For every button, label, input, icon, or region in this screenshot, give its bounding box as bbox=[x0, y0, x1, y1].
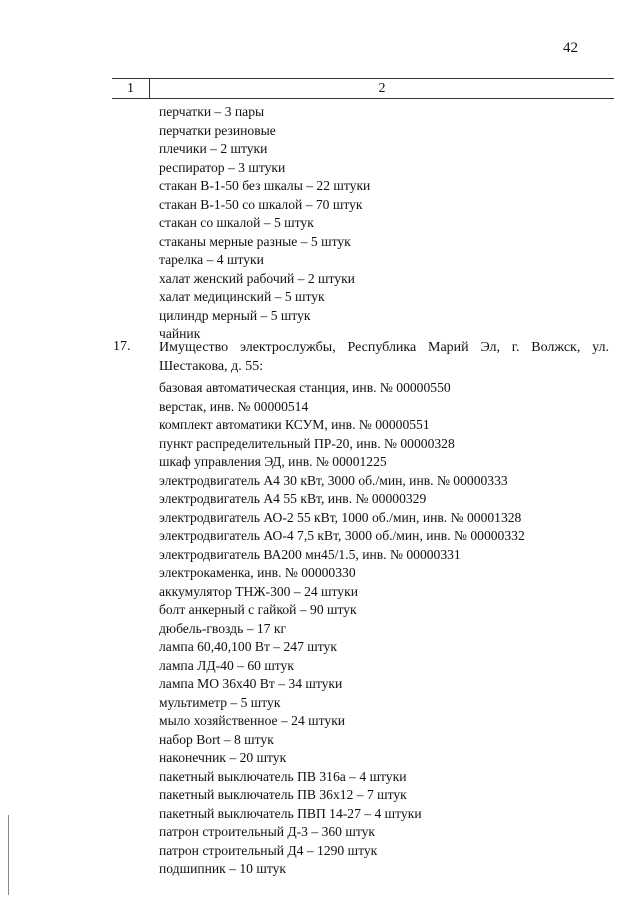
list-item: тарелка – 4 штуки bbox=[159, 252, 264, 267]
list-item: болт анкерный с гайкой – 90 штук bbox=[159, 602, 357, 617]
page-number: 42 bbox=[563, 40, 578, 56]
list-item: перчатки – 3 пары bbox=[159, 104, 265, 119]
list-item: электрокаменка, инв. № 00000330 bbox=[159, 565, 356, 580]
section-number: 17. bbox=[113, 339, 131, 354]
list-item: набор Bort – 8 штук bbox=[159, 731, 274, 747]
list-item: электродвигатель А4 55 кВт, инв. № 00000329 bbox=[159, 491, 427, 506]
list-item: комплект автоматики КСУМ, инв. № 00000551 bbox=[159, 417, 430, 432]
list-item: пункт распределительный ПР-20, инв. № 00000328 bbox=[159, 435, 455, 451]
section-item-list bbox=[159, 379, 609, 879]
list-item: пакетный выключатель ПВ 36х12 – 7 штук bbox=[159, 787, 407, 802]
list-item: плечики – 2 штуки bbox=[159, 141, 268, 156]
list-item: шкаф управления ЭД, инв. № 00001225 bbox=[159, 454, 387, 469]
list-item: электродвигатель АО-4 7,5 кВт, 3000 об./мин, инв. № 00000332 bbox=[159, 528, 525, 543]
list-item: верстак, инв. № 00000514 bbox=[159, 398, 309, 414]
list-item: наконечник – 20 штук bbox=[159, 750, 287, 765]
list-item: базовая автоматическая станция, инв. № 00000550 bbox=[159, 380, 451, 395]
list-item: чайник bbox=[159, 326, 201, 341]
list-item: респиратор – 3 штуки bbox=[159, 159, 286, 175]
list-item: патрон строительный Д-3 – 360 штук bbox=[159, 824, 375, 839]
section-heading: Имущество электрослужбы, Республика Марий Эл, г. Волжск, ул. Шестакова, д. 55: bbox=[159, 340, 609, 374]
table-column-header bbox=[112, 78, 614, 99]
list-item: лампа МО 36х40 Вт – 34 штуки bbox=[159, 676, 343, 691]
list-item: стакан В-1-50 без шкалы – 22 штуки bbox=[159, 178, 371, 193]
list-item: халат медицинский – 5 штук bbox=[159, 289, 325, 304]
list-item: стаканы мерные разные – 5 штук bbox=[159, 233, 351, 249]
list-item: лампа 60,40,100 Вт – 247 штук bbox=[159, 639, 337, 654]
column-header-2: 2 bbox=[378, 81, 386, 96]
list-item: аккумулятор ТНЖ-300 – 24 штуки bbox=[159, 583, 358, 599]
list-item: электродвигатель А4 30 кВт, 3000 об./мин, инв. № 00000333 bbox=[159, 472, 508, 488]
list-item: патрон строительный Д4 – 1290 штук bbox=[159, 842, 378, 858]
list-item: подшипник – 10 штук bbox=[159, 861, 286, 876]
list-item: стакан В-1-50 со шкалой – 70 штук bbox=[159, 196, 363, 212]
column-header-1: 1 bbox=[112, 79, 150, 98]
list-item: пакетный выключатель ПВП 14-27 – 4 штуки bbox=[159, 805, 422, 821]
list-item: халат женский рабочий – 2 штуки bbox=[159, 270, 355, 286]
continued-item-list bbox=[159, 103, 609, 344]
list-item: стакан со шкалой – 5 штук bbox=[159, 215, 314, 230]
list-item: электродвигатель ВА200 мн45/1.5, инв. № 00000331 bbox=[159, 546, 461, 562]
list-item: электродвигатель АО-2 55 кВт, 1000 об./мин, инв. № 00001328 bbox=[159, 509, 522, 525]
list-item: мыло хозяйственное – 24 штуки bbox=[159, 713, 346, 728]
list-item: лампа ЛД-40 – 60 штук bbox=[159, 657, 294, 673]
list-item: цилиндр мерный – 5 штук bbox=[159, 307, 311, 323]
margin-line bbox=[8, 815, 9, 895]
list-item: дюбель-гвоздь – 17 кг bbox=[159, 620, 287, 636]
list-item: пакетный выключатель ПВ 316а – 4 штуки bbox=[159, 768, 407, 784]
list-item: перчатки резиновые bbox=[159, 122, 276, 138]
list-item: мультиметр – 5 штук bbox=[159, 694, 281, 710]
